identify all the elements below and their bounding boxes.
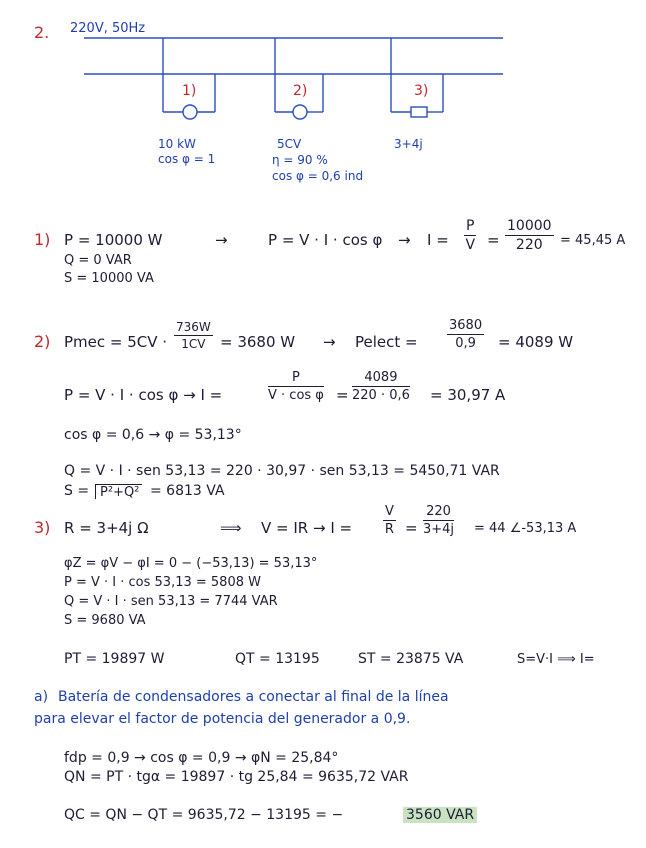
- load2-spec-efficiency: η = 90 %: [272, 153, 328, 167]
- load1-fraction-values-num: 10000: [507, 218, 552, 234]
- part-a-statement-line2: para elevar el factor de potencia del generador a 0,9.: [34, 711, 411, 727]
- load2-number: 2): [34, 332, 51, 351]
- total-active-power: PT = 19897 W: [64, 651, 165, 667]
- load1-fraction-values-den: 220: [515, 237, 543, 253]
- load2-pelect: Pelect =: [355, 333, 418, 351]
- problem-number: 2.: [34, 23, 50, 42]
- load2-current-equals: =: [336, 386, 349, 404]
- load1-current-result: = 45,45 A: [560, 233, 626, 248]
- load1-fraction-pv: [464, 219, 476, 252]
- load2-pmec-value: = 3680 W: [220, 333, 296, 351]
- load2-arrow: →: [323, 333, 336, 351]
- load3-tag: 3): [414, 83, 429, 99]
- load3-arrow: ⟹: [220, 519, 242, 537]
- load2-apparent-lhs: S =: [64, 483, 90, 499]
- part-a-label: a): [34, 689, 49, 705]
- load1-fraction-pv-den: V: [465, 237, 476, 253]
- load2-spec-pf: cos φ = 0,6 ind: [272, 169, 364, 183]
- load3-fraction-values-den: 3+4j: [423, 522, 455, 537]
- load2-hp-conversion: [174, 321, 213, 350]
- load3-phase-angle: φZ = φV − φI = 0 − (−53,13) = 53,13°: [64, 556, 318, 571]
- load3-current-phasor: = 44 ∠-53,13 A: [474, 521, 577, 536]
- load2-current-values-den: 220 · 0,6: [352, 388, 410, 403]
- load1-number: 1): [34, 230, 51, 249]
- load2-current-values-fraction: [352, 371, 410, 402]
- load2-current-value: = 30,97 A: [430, 386, 506, 404]
- load2-hp-conversion-num: 736W: [176, 320, 211, 334]
- load2-efficiency-num: 3680: [449, 318, 483, 333]
- load2-pelect-value: = 4089 W: [498, 333, 574, 351]
- load2-efficiency-fraction: [447, 319, 484, 350]
- load1-motor-symbol: [183, 105, 197, 119]
- load3-fraction-values: [423, 505, 454, 536]
- load1-tag: 1): [182, 83, 197, 99]
- supply-rating: 220V, 50Hz: [70, 21, 146, 36]
- total-reactive-power: QT = 13195: [235, 651, 320, 667]
- load2-cos-phi: cos φ = 0,6 → φ = 53,13°: [64, 427, 242, 443]
- load3-ohms-law: V = IR → I =: [261, 519, 353, 537]
- load1-spec-power: 10 kW: [158, 137, 196, 151]
- load3-impedance-symbol: [411, 107, 427, 117]
- capacitor-reactive-result: [403, 808, 477, 822]
- load3-impedance: R = 3+4j Ω: [64, 519, 149, 537]
- load1-current-lhs: I =: [427, 231, 449, 249]
- load1-arrow-2: →: [398, 231, 411, 249]
- load1-apparent: S = 10000 VA: [64, 271, 154, 286]
- load2-current-fraction-num: P: [268, 371, 324, 387]
- load2-current-values-num: 4089: [352, 371, 410, 387]
- load2-current-fraction: [268, 371, 324, 402]
- capacitor-reactive-highlight: 3560 VAR: [403, 807, 477, 823]
- load2-current-formula: P = V · I · cos φ → I =: [64, 386, 223, 404]
- load1-fraction-pv-num: P: [466, 218, 475, 234]
- load1-fraction-values: [505, 219, 554, 252]
- load2-reactive-power: Q = V · I · sen 53,13 = 220 · 30,97 · sen 53,13 = 5450,71 VAR: [64, 463, 500, 479]
- load3-fraction-values-num: 220: [423, 505, 454, 521]
- load3-fraction-vr-den: R: [384, 522, 394, 537]
- load3-reactive-power: Q = V · I · sen 53,13 = 7744 VAR: [64, 594, 278, 609]
- load1-spec-pf: cos φ = 1: [158, 152, 216, 166]
- load3-fraction-vr: [383, 505, 396, 536]
- power-factor-target: fdp = 0,9 → cos φ = 0,9 → φN = 25,84°: [64, 750, 339, 766]
- new-reactive-power: QN = PT · tgα = 19897 · tg 25,84 = 9635,72 VAR: [64, 769, 409, 785]
- load2-spec-power: 5CV: [277, 137, 302, 151]
- load1-equals: =: [487, 231, 500, 249]
- total-current-formula: S=V·I ⟹ I=: [517, 652, 595, 667]
- capacitor-reactive-formula: QC = QN − QT = 9635,72 − 13195 = −: [64, 807, 344, 823]
- total-apparent-power: ST = 23875 VA: [358, 651, 464, 667]
- load3-number: 3): [34, 518, 51, 537]
- load3-active-power: P = V · I · cos 53,13 = 5808 W: [64, 575, 261, 590]
- load2-efficiency-den: 0,9: [455, 336, 476, 351]
- load2-hp-conversion-den: 1CV: [181, 337, 206, 351]
- load2-tag: 2): [293, 83, 308, 99]
- load2-motor-symbol: [293, 105, 307, 119]
- load2-current-fraction-den: V · cos φ: [268, 388, 324, 403]
- part-a-statement-line1: Batería de condensadores a conectar al final de la línea: [58, 689, 449, 705]
- load1-reactive: Q = 0 VAR: [64, 253, 132, 268]
- load3-spec-impedance: 3+4j: [394, 137, 423, 151]
- load3-fraction-vr-num: V: [385, 504, 394, 519]
- load3-equals: =: [405, 519, 418, 537]
- load2-apparent-sqrt: P²+Q²: [95, 484, 142, 499]
- load1-arrow-1: →: [215, 231, 228, 249]
- load2-pmec: Pmec = 5CV ·: [64, 333, 168, 351]
- load1-formula: P = V · I · cos φ: [268, 231, 383, 249]
- load1-power: P = 10000 W: [64, 231, 163, 249]
- load2-apparent-value: = 6813 VA: [150, 483, 225, 499]
- load3-apparent-power: S = 9680 VA: [64, 613, 146, 628]
